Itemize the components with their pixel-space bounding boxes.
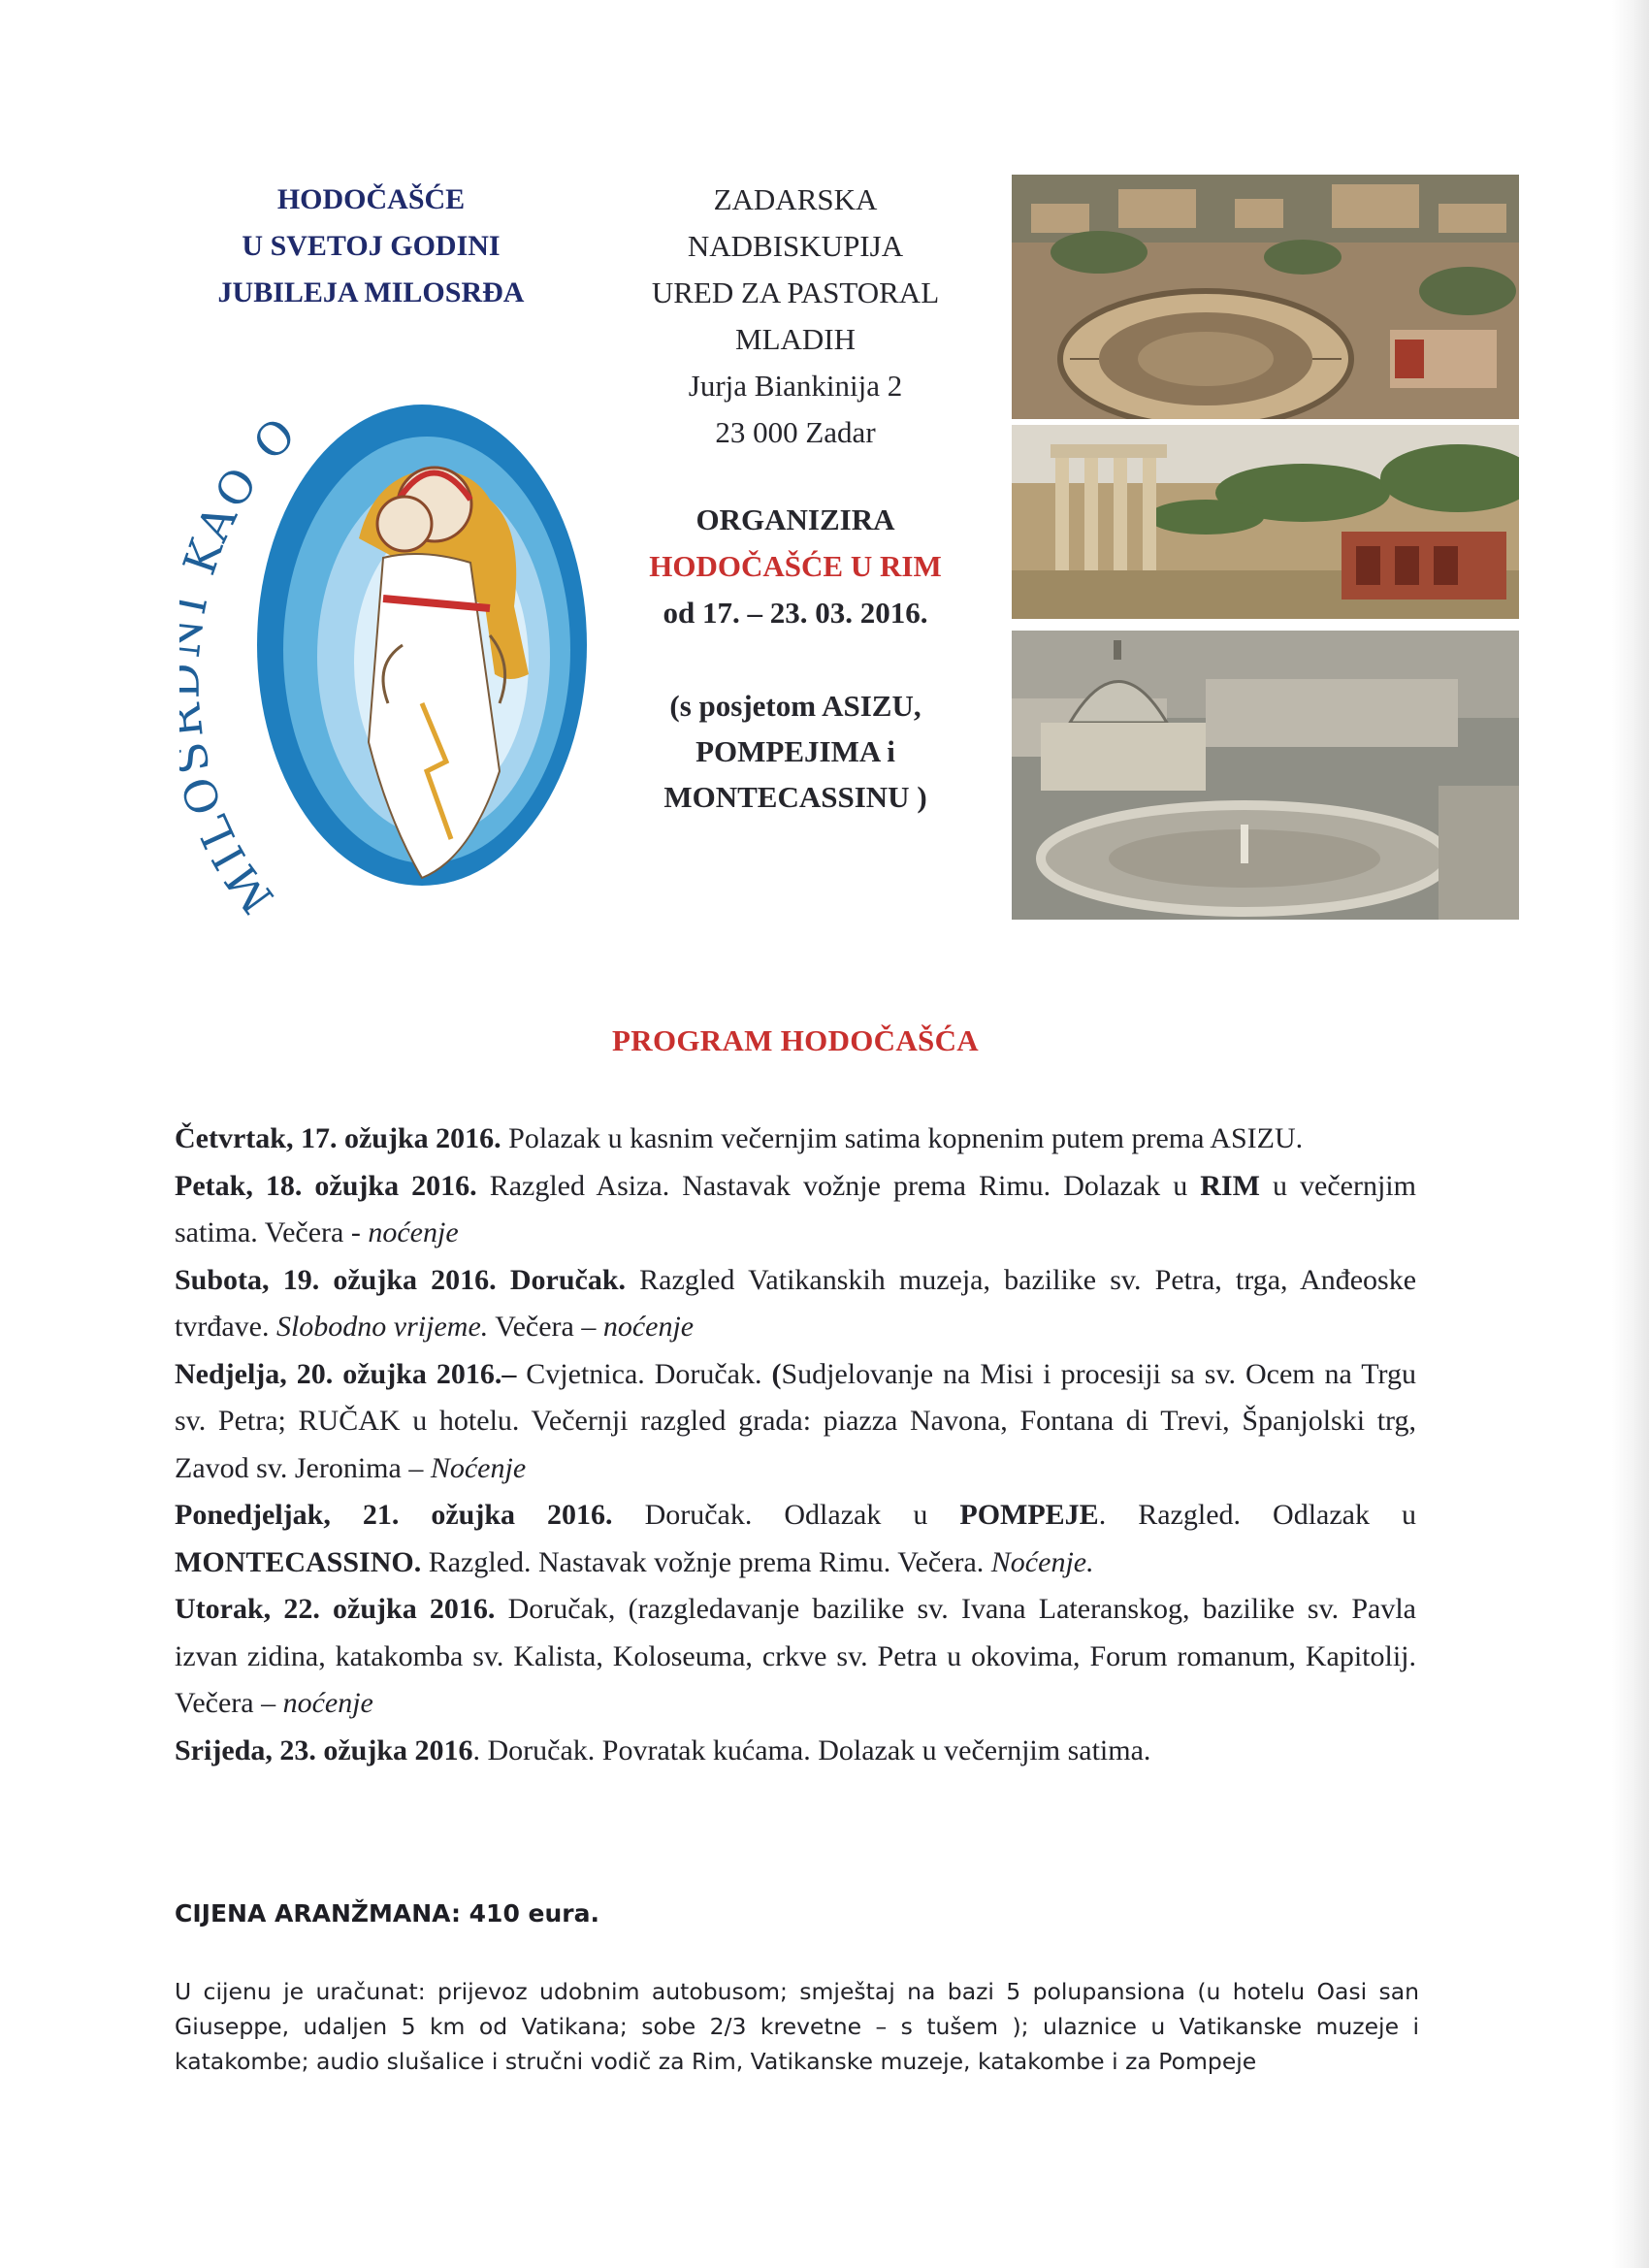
day-text: Polazak u kasnim večernjim satima kopnenim putem prema [501, 1122, 1211, 1154]
day-monday [175, 1492, 1416, 1586]
program-title: PROGRAM HODOČAŠĆA [612, 1023, 979, 1057]
day-italic: Noćenje [430, 1451, 527, 1484]
colosseum-aerial-photo [1012, 175, 1519, 419]
trip-dates: od 17. – 23. 03. 2016. [663, 596, 928, 630]
day-text: Večera – [488, 1311, 603, 1343]
organizer-block [601, 177, 989, 820]
day-highlight: Doručak. [496, 1263, 627, 1296]
org-address-city: 23 000 Zadar [715, 415, 876, 449]
jubilee-heading [160, 177, 582, 316]
org-line-3: URED ZA PASTORAL [651, 275, 940, 309]
logo-arc-text: MIL AO O [183, 405, 308, 923]
day-italic: Noćenje. [990, 1545, 1094, 1578]
day-sunday [175, 1351, 1416, 1493]
day-date: Četvrtak, 17. ožujka 2016. [175, 1122, 501, 1154]
scan-edge [1612, 0, 1649, 2268]
day-date: Subota, 19. ožujka 2016. [175, 1263, 497, 1296]
day-highlight: POMPEJE [959, 1499, 1099, 1531]
day-date: Ponedjeljak, 21. ožujka 2016. [175, 1499, 613, 1531]
day-text: . Razgled. Odlazak u [1098, 1499, 1416, 1531]
visit-line-2: POMPEJIMA i [695, 734, 895, 768]
visit-line-3: MONTECASSINU ) [663, 780, 927, 814]
day-wednesday [175, 1728, 1416, 1775]
day-italic: noćenje [602, 1311, 695, 1343]
day-highlight: ( [771, 1357, 782, 1390]
day-text: Razgled. Nastavak vožnje prema Rimu. Večera. [421, 1545, 991, 1578]
visit-line-1: (s posjetom ASIZU, [669, 689, 922, 723]
day-highlight: ASIZU. [1210, 1122, 1304, 1154]
day-text: Doručak. Odlazak u [612, 1499, 960, 1531]
day-date: Utorak, 22. ožujka 2016. [175, 1593, 496, 1625]
day-italic: noćenje [282, 1687, 373, 1719]
day-date: Srijeda, 23. ožujka 2016 [175, 1733, 473, 1766]
day-date: Petak, 18. ožujka 2016. [175, 1169, 477, 1202]
trip-visits [601, 683, 989, 820]
day-text: Sudjelovanje na Misi i procesiji sa sv. Ocem na Trgu sv. Petra; RUČAK u hotelu. Večernji razgled grada: piazza Navona, Fontana di Trevi, Španjolski trg, Zavod sv. Jeronima – [175, 1357, 1417, 1484]
day-text: u večernjim satima. Večera - [175, 1169, 1416, 1248]
day-text: Razgled Asiza. Nastavak vožnje prema Rimu. Dolazak u [476, 1169, 1201, 1202]
st-peters-square-photo [1012, 631, 1519, 920]
organizes-label: ORGANIZIRA [695, 502, 895, 536]
day-tuesday [175, 1586, 1416, 1728]
day-italic: noćenje [368, 1216, 459, 1248]
logo-icon [179, 354, 597, 936]
roman-forum-photo [1012, 425, 1519, 619]
day-highlight: MONTECASSINO. [175, 1545, 422, 1578]
org-line-4: MLADIH [735, 322, 856, 356]
org-line-2: NADBISKUPIJA [687, 229, 904, 263]
day-date: Nedjelja, 20. ožujka 2016.– [175, 1357, 517, 1390]
org-line-1: ZADARSKA [713, 182, 878, 216]
day-highlight: RIM [1200, 1169, 1260, 1202]
day-italic: Slobodno vrijeme. [275, 1311, 489, 1343]
price-includes-note: U cijenu je uračunat: prijevoz udobnim autobusom; smještaj na bazi 5 polupansiona (u hotelu Oasi san Giuseppe, udaljen 5 km od Vatikana; sobe 2/3 krevetne – s tušem ); ulaznice u Vatikanske muzeje i katakombe; audio slušalice i stručni vodič za Rim, Vatikanske muzeje, katakombe i za Pompeje [175, 1978, 1419, 2075]
heading-line-1: HODOČAŠĆE [276, 183, 466, 215]
day-saturday [175, 1257, 1416, 1351]
day-thursday [175, 1116, 1416, 1163]
org-address-street: Jurja Biankinija 2 [688, 369, 903, 403]
day-text: . Doručak. Povratak kućama. Dolazak u večernjim satima. [472, 1733, 1151, 1766]
day-text: Cvjetnica. Doručak. [516, 1357, 772, 1390]
price-label: CIJENA ARANŽMANA: 410 eura. [175, 1899, 600, 1928]
trip-title: HODOČAŠĆE U RIM [649, 549, 942, 583]
day-text: Razgled Vatikanskih muzeja, bazilike sv. Petra, trga, Anđeoske tvrđave. [175, 1263, 1417, 1343]
day-text: Doručak, (razgledavanje bazilike sv. Ivana Lateranskog, bazilike sv. Pavla izvan zidina, katakomba sv. Kalista, Koloseuma, crkve sv. Petra u okovima, Forum romanum, Kapitolij. Večera – [175, 1593, 1416, 1719]
day-friday [175, 1163, 1416, 1257]
heading-line-2: U SVETOJ GODINI [242, 230, 501, 262]
jubilee-of-mercy-logo [179, 354, 597, 936]
heading-line-3: JUBILEJA MILOSRĐA [217, 276, 525, 308]
program-schedule [175, 1116, 1416, 1774]
